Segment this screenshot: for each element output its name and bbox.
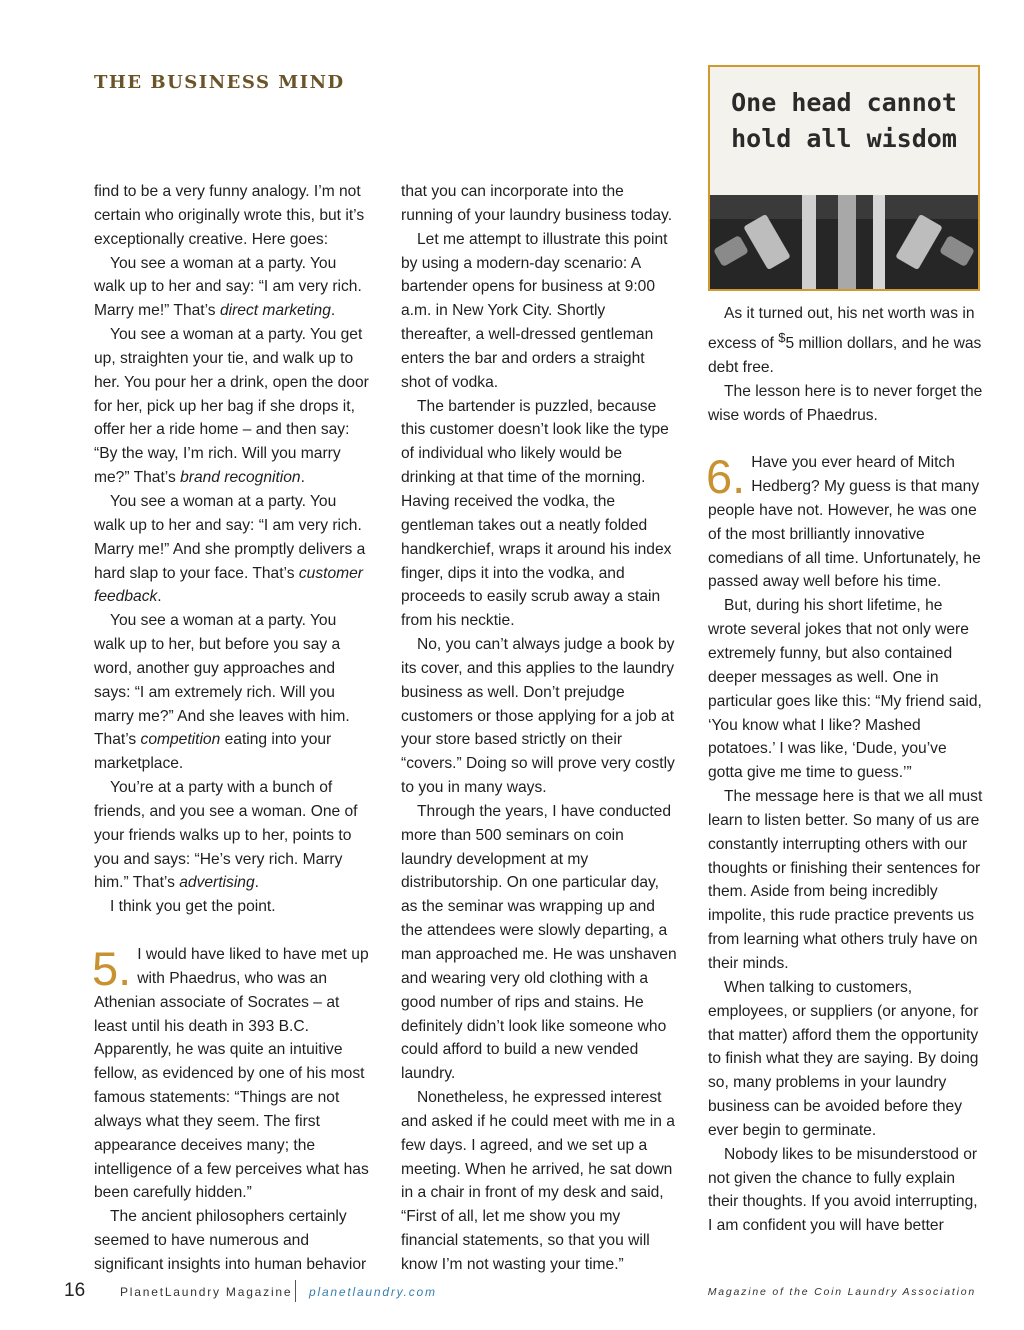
paragraph: As it turned out, his net worth was in excess of $5 million dollars, and he was debt free. xyxy=(708,305,982,376)
paragraph: When talking to customers, employees, or suppliers (or anyone, for that matter) afford them the opportunity to finish what they are saying. By doing so, many problems in your laundry business can be avoided before they ever begin to germinate. xyxy=(708,978,979,1139)
page-number: 16 xyxy=(64,1280,86,1301)
paragraph: But, during his short lifetime, he wrote several jokes that not only were extremely funny, but also contained deeper messages as well. One in particular goes like this: “My friend said, ‘You know what I like? Mashed potatoes.’ I was like, ‘Dude, you’ve gotta give me time to guess.’” xyxy=(708,597,982,782)
numbered-paragraph: 5. I would have liked to have met up with Phaedrus, who was an Athenian associate of Socrates – at least until his death in 393 B.C. Apparently, he was quite an intuitive fellow, as evidenced by one of his most famous statements: “Things are not always what they seem. The first appearance deceives many; the intelligence of a few perceives what has been carefully hidden.” xyxy=(92,942,369,1202)
numbered-paragraph: 6. Have you ever heard of Mitch Hedberg? My guess is that many people have not. However, he was one of the most brilliantly innovative comedians of all time. Unfortunately, he passed away well before his time. xyxy=(706,450,981,591)
emphasis: competition xyxy=(140,731,221,749)
paragraph: Through the years, I have conducted more than 500 seminars on coin laundry development at my distributorship. On one particular day, as the seminar was wrapping up and the attendees were slowly departing, a man approached me. He was unshaven and wearing very old clothing with a good number of rips and stains. He definitely didn’t look like someone who could afford to build a new vended laundry. xyxy=(401,802,677,1083)
page-footer xyxy=(0,1280,1024,1304)
article-column-3 xyxy=(708,302,984,1238)
typewriter-photo xyxy=(708,65,980,291)
typebars-graphic xyxy=(710,177,978,289)
paragraph: You’re at a party with a bunch of friends, and you see a woman. One of your friends walks up to her, points to you and says: “He’s very rich. Marry him.” That’s advertising. xyxy=(94,779,358,892)
paragraph: No, you can’t always judge a book by its cover, and this applies to the laundry business as well. Don’t prejudge customers or those applying for a job at your store based strictly on their “covers.” Doing so will prove very costly to you in many ways. xyxy=(401,636,675,797)
dollar-superscript: $ xyxy=(778,329,786,345)
association-tagline: Magazine of the Coin Laundry Association xyxy=(707,1286,976,1298)
paragraph: The bartender is puzzled, because this customer doesn’t look like the type of individual who likely would be drinking at that time of the morning. Having received the vodka, the gentleman takes out a neatly folded handkerchief, wraps it around his index finger, dips it into the vodka, and proceeds to easily scrub away a stain from his necktie. xyxy=(401,397,672,630)
paragraph: I think you get the point. xyxy=(110,898,276,916)
magazine-name: PlanetLaundry Magazine xyxy=(120,1285,293,1299)
paragraph: Nonetheless, he expressed interest and asked if he could meet with me in a few days. I agreed, and we set up a meeting. When he arrived, he sat down in a chair in front of my desk and said, “First of all, let me show you my financial statements, so that you will know I’m not wasting your time.” xyxy=(401,1089,675,1273)
paragraph: The lesson here is to never forget the wise words of Phaedrus. xyxy=(708,382,983,424)
paragraph: You see a woman at a party. You get up, straighten your tie, and walk up to her. You pour her a drink, open the door for her, pick up her bag if she drops it, offer her a ride home – and then say: “By the way, I’m rich. Will you marry me?” That’s brand recognition. xyxy=(94,326,369,487)
drop-number-6: 6. xyxy=(706,450,746,504)
emphasis: customer feedback xyxy=(94,564,363,606)
paragraph: You see a woman at a party. You walk up to her and say: “I am very rich. Marry me!” And she promptly delivers a hard slap to your face. That’s customer feedback. xyxy=(94,492,366,606)
article-column-1 xyxy=(94,180,370,1277)
paragraph: Let me attempt to illustrate this point by using a modern-day scenario: A bartender opens for business at 9:00 a.m. in New York City. Shortly thereafter, a well-dressed gentleman enters the bar and orders a straight shot of vodka. xyxy=(401,230,668,391)
emphasis: direct marketing xyxy=(219,302,331,320)
emphasis: advertising xyxy=(179,874,255,892)
photo-quote-line-1: One head cannot xyxy=(731,88,957,117)
paragraph: You see a woman at a party. You walk up to her and say: “I am very rich. Marry me!” That’s direct marketing. xyxy=(94,254,362,320)
paragraph: The ancient philosophers certainly seemed to have numerous and significant insights into human behavior xyxy=(94,1208,367,1273)
paragraph: You see a woman at a party. You walk up to her, but before you say a word, another guy approaches and says: “I am extremely rich. Will you marry me?” And she leaves with him. That’s competition eating into your marketplace. xyxy=(94,612,350,773)
drop-number-5: 5. xyxy=(92,942,132,995)
paragraph: that you can incorporate into the running of your laundry business today. xyxy=(401,183,673,224)
article-column-2 xyxy=(401,180,677,1277)
website-link[interactable]: planetlaundry.com xyxy=(309,1285,437,1299)
photo-quote xyxy=(710,85,978,157)
paragraph: The message here is that we all must learn to listen better. So many of us are constantly interrupting others with our thoughts or finishing their sentences for them. Aside from being incredibly impolite, this rude practice prevents us from learning what others truly have on their minds. xyxy=(708,788,983,972)
paragraph: Nobody likes to be misunderstood or not given the chance to fully explain their thoughts. If you avoid interrupting, I am confident you will have better xyxy=(708,1145,978,1235)
emphasis: brand recognition xyxy=(180,469,301,487)
paragraph: find to be a very funny analogy. I’m not certain who originally wrote this, but it’s exceptionally creative. Here goes: xyxy=(94,183,365,248)
photo-quote-line-2: hold all wisdom xyxy=(731,124,957,153)
footer-divider xyxy=(295,1280,296,1302)
section-header: THE BUSINESS MIND xyxy=(94,72,345,93)
